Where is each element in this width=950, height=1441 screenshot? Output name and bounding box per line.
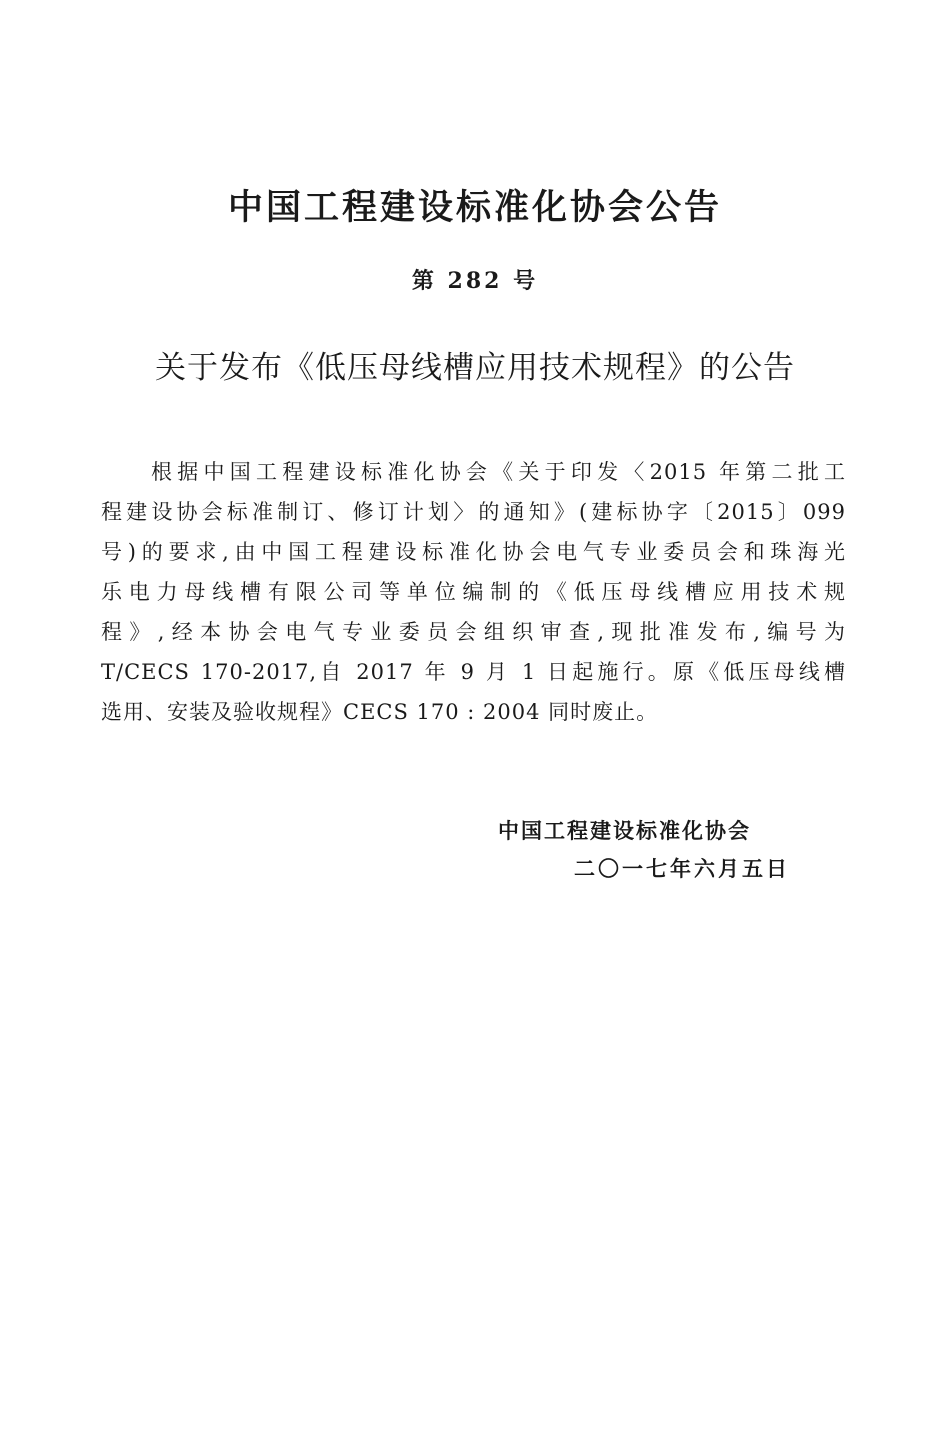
organization-title: 中国工程建设标准化协会公告 — [227, 188, 722, 228]
signature-organization: 中国工程建设标准化协会 — [498, 819, 751, 843]
signature-block — [498, 812, 794, 888]
body-line: 程》,经本协会电气专业委员会组织审查,现批准发布,编号为 — [101, 620, 846, 644]
signature-date: 二〇一七年六月五日 — [574, 857, 790, 881]
body-line: 乐电力母线槽有限公司等单位编制的《低压母线槽应用技术规 — [101, 580, 846, 604]
body-line: 号)的要求,由中国工程建设标准化协会电气专业委员会和珠海光 — [101, 540, 846, 564]
body-line: 程建设协会标准制订、修订计划〉的通知》(建标协字〔2015〕099 — [101, 500, 846, 524]
body-line: 根据中国工程建设标准化协会《关于印发〈2015 年第二批工 — [151, 460, 846, 484]
notice-number: 第 282 号 — [411, 268, 539, 294]
body-line: 选用、安装及验收规程》CECS 170 : 2004 同时废止。 — [101, 700, 659, 724]
body-line: T/CECS 170-2017,自 2017 年 9 月 1 日起施行。原《低压母线槽 — [101, 660, 846, 684]
announcement-body — [101, 452, 846, 732]
announcement-title: 关于发布《低压母线槽应用技术规程》的公告 — [155, 350, 795, 386]
